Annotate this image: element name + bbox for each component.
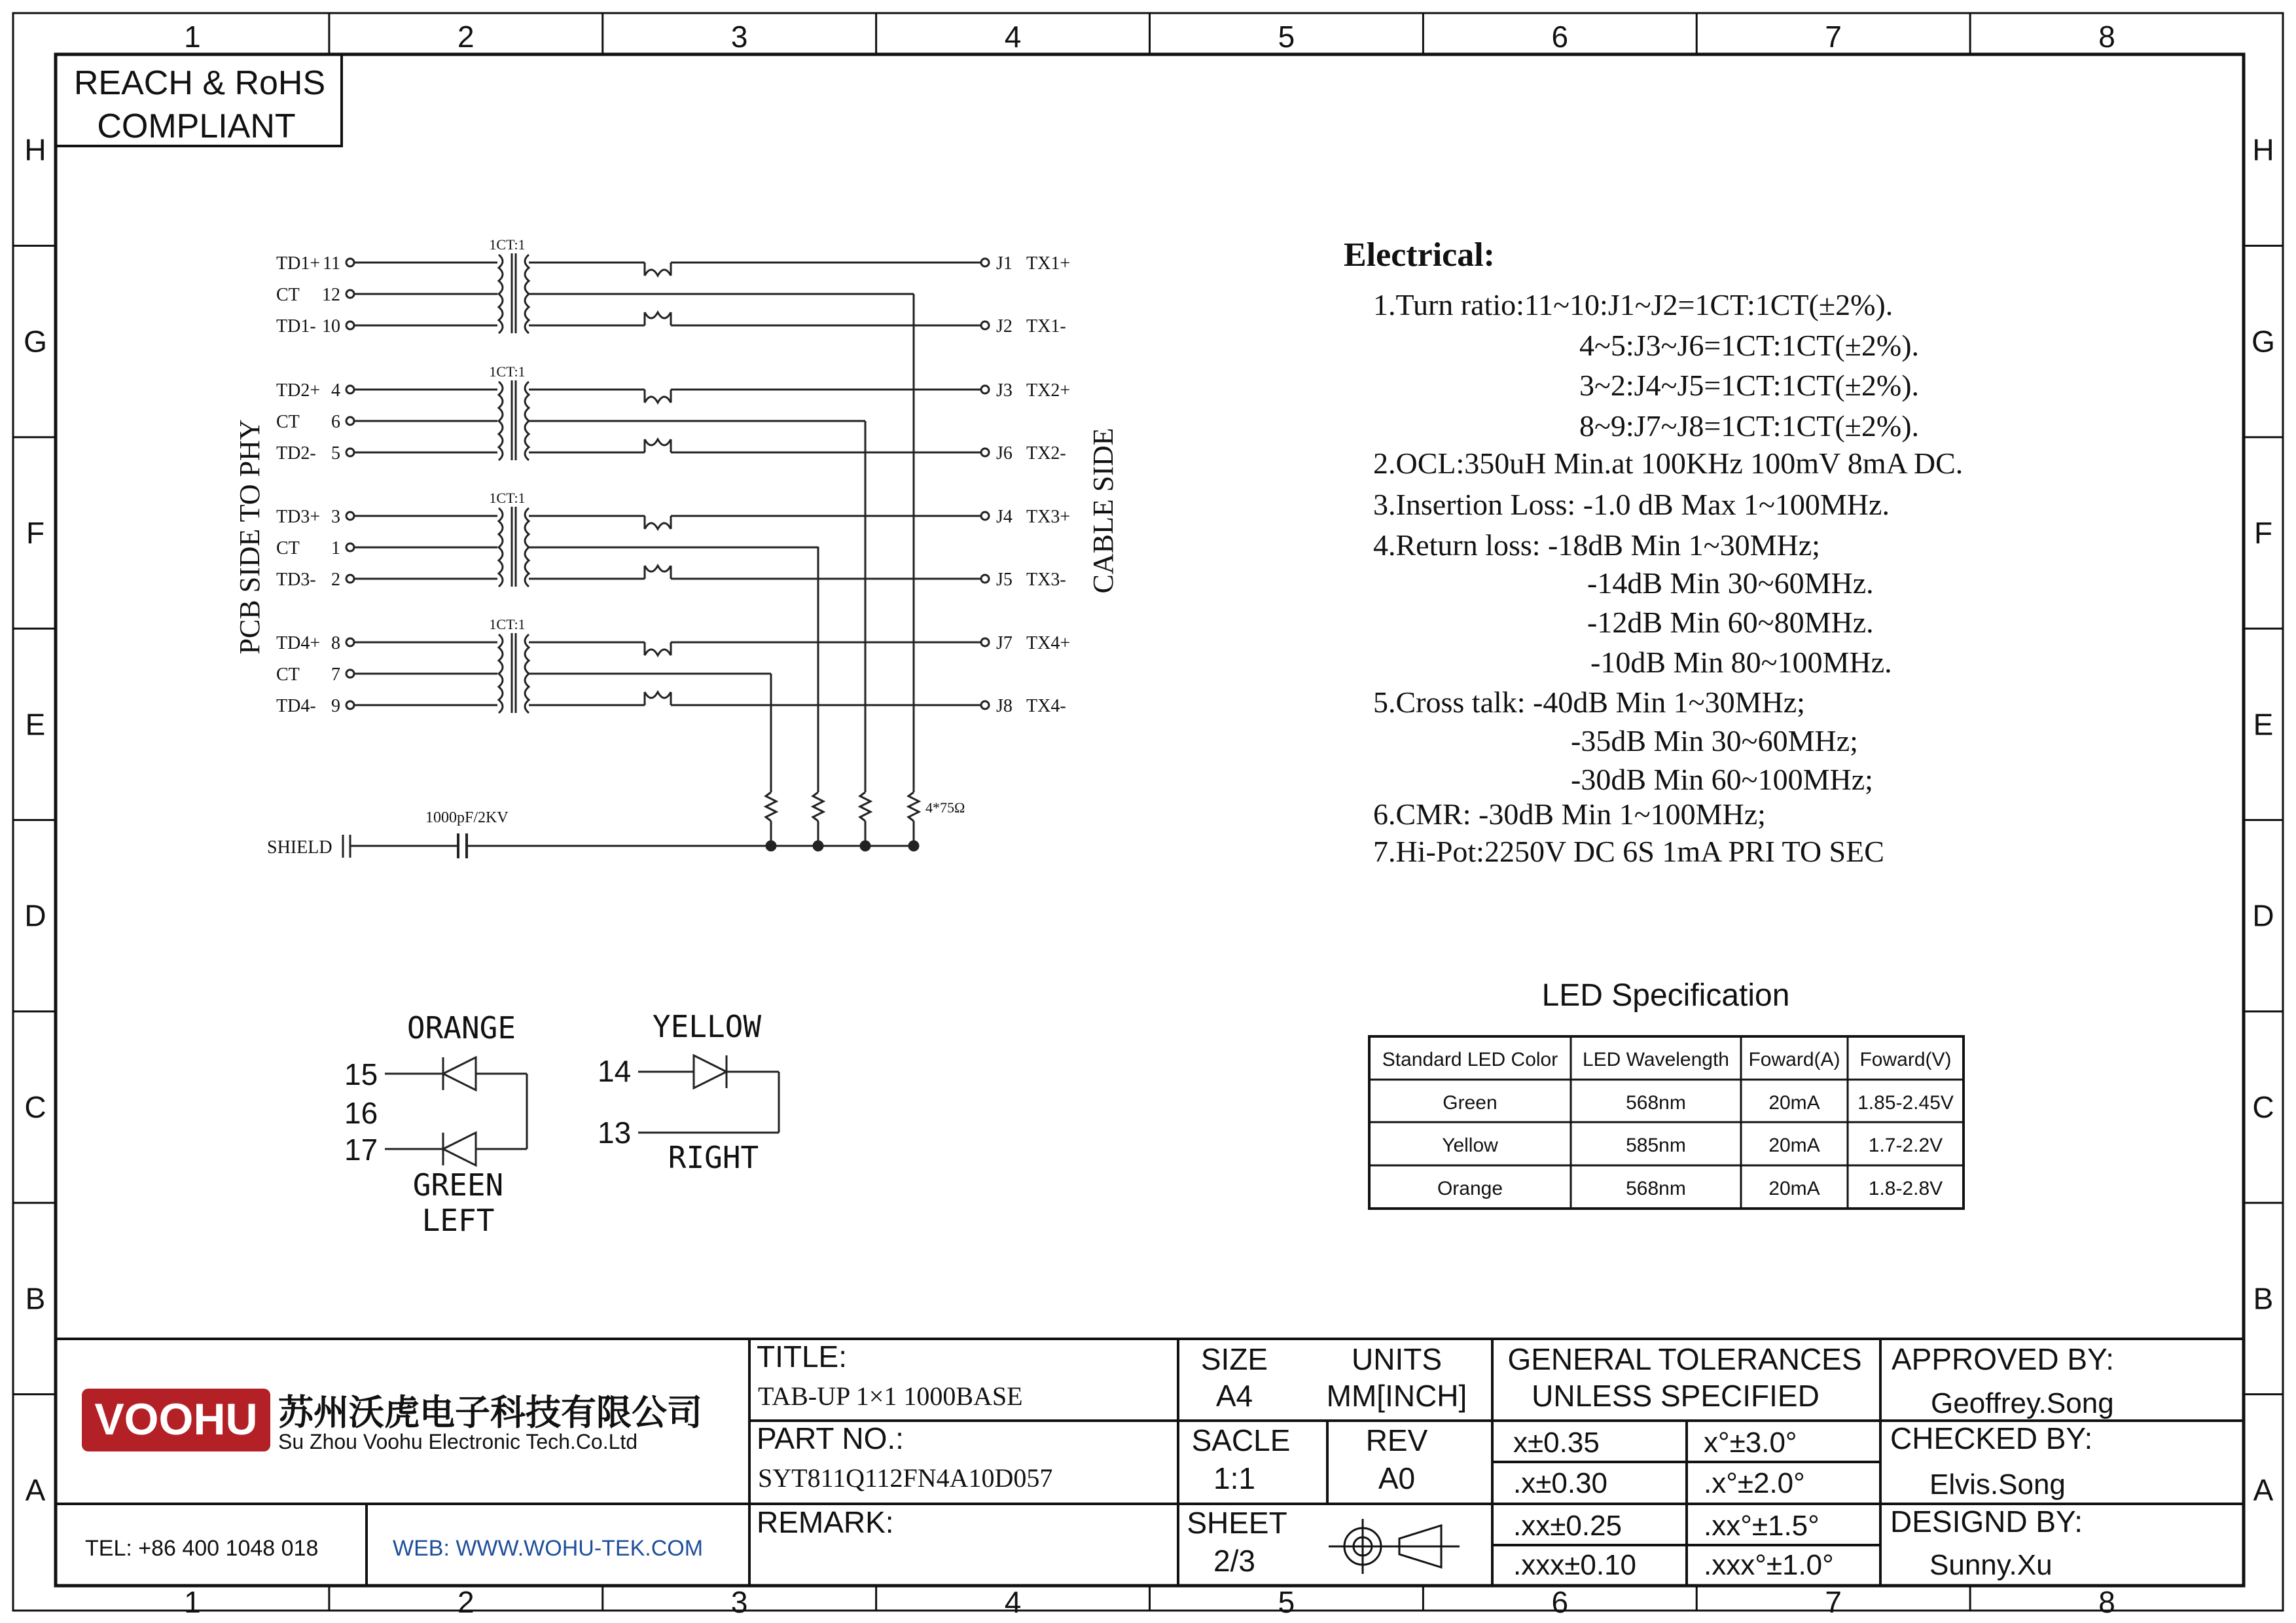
transformer-channel-3 xyxy=(276,490,1070,590)
remark-label: REMARK: xyxy=(757,1505,894,1539)
led-left-schematic xyxy=(344,1010,527,1238)
choke-coil xyxy=(645,566,671,572)
electrical-spec-line: -30dB Min 60~100MHz; xyxy=(1571,763,1873,796)
size-value: A4 xyxy=(1215,1379,1253,1413)
pin-name: TD2+ xyxy=(276,380,321,401)
led-green-label: GREEN xyxy=(412,1167,504,1203)
frame-row-label: B xyxy=(25,1281,46,1316)
frame-row-label: E xyxy=(25,707,46,742)
led-pin-14: 14 xyxy=(598,1054,632,1088)
tolerance-angular: .xx°±1.5° xyxy=(1704,1510,1820,1542)
resistor-label: 4*75Ω xyxy=(925,799,965,816)
output-terminal xyxy=(981,386,989,393)
electrical-spec-line: 2.OCL:350uH Min.at 100KHz 100mV 8mA DC. xyxy=(1373,447,1964,480)
frame-column-label: 6 xyxy=(1551,20,1569,54)
choke-coil xyxy=(645,312,671,318)
electrical-spec-line: -12dB Min 60~80MHz. xyxy=(1587,606,1874,639)
pin-terminal xyxy=(346,512,354,520)
tolerance-linear: .x±0.30 xyxy=(1513,1467,1608,1499)
logo-text: VOOHU xyxy=(94,1395,258,1444)
led-table-cell: Orange xyxy=(1437,1178,1503,1199)
frame-column-label: 4 xyxy=(1004,1585,1022,1619)
pin-number: 9 xyxy=(331,696,340,716)
primary-coil xyxy=(499,508,503,587)
designed-label: DESIGND BY: xyxy=(1890,1504,2083,1539)
pin-number: 11 xyxy=(323,253,340,274)
shield-label: SHIELD xyxy=(267,837,332,858)
checked-label: CHECKED BY: xyxy=(1890,1421,2093,1455)
pin-terminal xyxy=(346,448,354,456)
frame-column-label: 8 xyxy=(2098,20,2115,54)
output-terminal xyxy=(981,448,989,456)
pin-terminal xyxy=(346,701,354,709)
output-pin-name: TX3+ xyxy=(1026,507,1071,527)
secondary-coil xyxy=(525,508,529,587)
approved-label: APPROVED BY: xyxy=(1892,1342,2115,1376)
sheet-value: 2/3 xyxy=(1213,1544,1255,1578)
units-value: MM[INCH] xyxy=(1326,1379,1467,1413)
led-table-cell: 585nm xyxy=(1626,1135,1686,1156)
junction-dot xyxy=(814,841,823,850)
output-pin-number: J5 xyxy=(996,570,1013,590)
output-pin-name: TX2+ xyxy=(1026,380,1071,401)
primary-coil xyxy=(499,255,503,333)
pin-name: TD4+ xyxy=(276,633,321,653)
led-spec-table xyxy=(1369,978,1964,1209)
secondary-coil xyxy=(525,382,529,460)
scale-label: SACLE xyxy=(1191,1423,1291,1457)
pin-number: 7 xyxy=(331,665,340,685)
primary-coil xyxy=(499,382,503,460)
output-pin-number: J1 xyxy=(996,253,1013,274)
checked-value: Elvis.Song xyxy=(1929,1468,2066,1501)
capacitor-symbol xyxy=(458,833,467,858)
led-pin-17: 17 xyxy=(344,1133,378,1167)
pin-name: TD1- xyxy=(276,316,316,337)
choke-coil xyxy=(645,649,671,655)
secondary-coil xyxy=(525,634,529,713)
output-pin-number: J2 xyxy=(996,316,1013,337)
pin-name: TD3- xyxy=(276,570,316,590)
pin-name: CT xyxy=(276,665,300,685)
frame-column-label: 8 xyxy=(2098,1585,2115,1619)
led-table-cell: Green xyxy=(1443,1092,1498,1114)
projection-symbol-icon xyxy=(1329,1519,1460,1574)
frame-column-label: 5 xyxy=(1278,1585,1295,1619)
size-label: SIZE xyxy=(1200,1342,1268,1376)
frame-column-label: 5 xyxy=(1278,20,1295,54)
junction-dot xyxy=(909,841,918,850)
led-table-cell: 1.85-2.45V xyxy=(1857,1092,1954,1114)
frame-column-label: 1 xyxy=(184,20,201,54)
primary-coil xyxy=(499,634,503,713)
transformer-channel-4 xyxy=(276,616,1070,716)
output-pin-number: J8 xyxy=(996,696,1013,716)
tolerance-linear: .xx±0.25 xyxy=(1513,1510,1623,1542)
pin-name: TD3+ xyxy=(276,507,321,527)
pin-name: TD2- xyxy=(276,443,316,464)
led-table-cell: 20mA xyxy=(1768,1178,1820,1199)
output-pin-number: J4 xyxy=(996,507,1013,527)
electrical-spec xyxy=(1344,236,1963,868)
designed-value: Sunny.Xu xyxy=(1929,1549,2053,1581)
ratio-label: 1CT:1 xyxy=(489,363,526,380)
choke-coil xyxy=(645,439,671,445)
scale-value: 1:1 xyxy=(1213,1461,1255,1495)
resistor-symbol xyxy=(766,792,776,821)
led-table-cell: 1.8-2.8V xyxy=(1868,1178,1943,1199)
output-pin-number: J3 xyxy=(996,380,1013,401)
frame-row-label: A xyxy=(2253,1472,2274,1507)
cable-side-label: CABLE SIDE xyxy=(1087,428,1119,594)
pin-terminal xyxy=(346,321,354,329)
output-pin-name: TX2- xyxy=(1026,443,1066,464)
resistor-symbol xyxy=(908,792,919,821)
frame-row-label: F xyxy=(2253,515,2273,550)
output-pin-number: J7 xyxy=(996,633,1013,653)
pin-terminal xyxy=(346,290,354,298)
frame-row-label: D xyxy=(24,898,46,933)
frame-column-label: 2 xyxy=(457,1585,475,1619)
pin-terminal xyxy=(346,575,354,583)
tolerance-linear: .xxx±0.10 xyxy=(1513,1549,1637,1581)
frame-row-label: G xyxy=(2251,324,2275,359)
contact-tel: TEL: +86 400 1048 018 xyxy=(85,1536,319,1561)
units-label: UNITS xyxy=(1352,1342,1442,1376)
frame-row-label: H xyxy=(24,133,46,168)
pin-number: 3 xyxy=(331,507,340,527)
led-pin-16: 16 xyxy=(344,1096,378,1130)
junction-dot xyxy=(861,841,870,850)
pin-number: 12 xyxy=(322,285,340,305)
ratio-label: 1CT:1 xyxy=(489,490,526,506)
tolerance-linear: x±0.35 xyxy=(1513,1427,1600,1459)
frame-column-label: 7 xyxy=(1825,1585,1842,1619)
compliance-box xyxy=(56,54,342,146)
led-left-label: LEFT xyxy=(422,1203,495,1238)
part-label: PART NO.: xyxy=(757,1421,904,1455)
company-name-cn: 苏州沃虎电子科技有限公司 xyxy=(278,1393,702,1432)
secondary-coil xyxy=(525,255,529,333)
rev-label: REV xyxy=(1365,1423,1428,1457)
pin-name: TD4- xyxy=(276,696,316,716)
pin-terminal xyxy=(346,543,354,551)
frame-row-label: H xyxy=(2252,133,2274,168)
resistor-symbol xyxy=(860,792,870,821)
output-terminal xyxy=(981,512,989,520)
electrical-spec-line: 8~9:J7~J8=1CT:1CT(±2%). xyxy=(1579,409,1920,443)
pin-number: 4 xyxy=(331,380,340,401)
led-orange-label: ORANGE xyxy=(406,1010,516,1046)
pin-name: CT xyxy=(276,285,300,305)
led-table-header: Foward(V) xyxy=(1859,1049,1952,1070)
led-table-cell: 568nm xyxy=(1626,1092,1686,1114)
pin-terminal xyxy=(346,259,354,266)
output-pin-name: TX1- xyxy=(1026,316,1066,337)
ratio-label: 1CT:1 xyxy=(489,236,526,253)
electrical-spec-line: 3.Insertion Loss: -1.0 dB Max 1~100MHz. xyxy=(1373,488,1890,521)
pin-number: 6 xyxy=(331,412,340,432)
tolerance-angular: x°±3.0° xyxy=(1704,1427,1797,1459)
title-block xyxy=(56,1339,2244,1586)
frame-row-label: C xyxy=(24,1090,46,1125)
output-terminal xyxy=(981,575,989,583)
electrical-title: Electrical: xyxy=(1344,236,1495,274)
pin-name: CT xyxy=(276,538,300,558)
pin-number: 8 xyxy=(331,633,340,653)
led-table-cell: 20mA xyxy=(1768,1135,1820,1156)
transformer-channel-1 xyxy=(276,236,1070,337)
led-table-cell: 20mA xyxy=(1768,1092,1820,1114)
resistor-symbol xyxy=(813,792,823,821)
led-right-schematic xyxy=(598,1009,779,1175)
part-value: SYT811Q112FN4A10D057 xyxy=(758,1463,1053,1493)
output-terminal xyxy=(981,638,989,646)
electrical-spec-line: 1.Turn ratio:11~10:J1~J2=1CT:1CT(±2%). xyxy=(1373,288,1893,321)
led-table-cell: 568nm xyxy=(1626,1178,1686,1199)
choke-coil xyxy=(645,397,671,403)
frame-column-label: 2 xyxy=(457,20,475,54)
electrical-spec-line: -35dB Min 30~60MHz; xyxy=(1571,724,1858,757)
company-name-en: Su Zhou Voohu Electronic Tech.Co.Ltd xyxy=(278,1430,638,1453)
led-pin-15: 15 xyxy=(344,1057,378,1091)
pin-number: 1 xyxy=(331,538,340,558)
output-pin-name: TX4- xyxy=(1026,696,1066,716)
sheet-label: SHEET xyxy=(1187,1506,1287,1540)
capacitor-label: 1000pF/2KV xyxy=(425,809,509,826)
frame-column-label: 3 xyxy=(730,1585,748,1619)
output-terminal xyxy=(981,259,989,266)
choke-coil xyxy=(645,692,671,698)
frame-row-label: B xyxy=(2253,1281,2274,1316)
pin-number: 5 xyxy=(331,443,340,464)
frame-column-label: 4 xyxy=(1004,20,1022,54)
transformer-channel-2 xyxy=(276,363,1070,464)
frame-row-label: C xyxy=(2252,1090,2274,1125)
pin-terminal xyxy=(346,386,354,393)
transformer-schematic xyxy=(234,236,1119,858)
compliance-line2: COMPLIANT xyxy=(97,107,296,145)
led-table-cell: 1.7-2.2V xyxy=(1868,1135,1943,1156)
pin-name: TD1+ xyxy=(276,253,321,274)
electrical-spec-line: -10dB Min 80~100MHz. xyxy=(1590,646,1892,679)
led-table-header: Foward(A) xyxy=(1748,1049,1840,1070)
electrical-spec-line: 5.Cross talk: -40dB Min 1~30MHz; xyxy=(1373,685,1805,719)
ratio-label: 1CT:1 xyxy=(489,616,526,632)
output-pin-name: TX3- xyxy=(1026,570,1066,590)
frame-row-label: A xyxy=(25,1472,46,1507)
frame-column-label: 6 xyxy=(1551,1585,1569,1619)
tolerance-title2: UNLESS SPECIFIED xyxy=(1532,1379,1820,1413)
output-terminal xyxy=(981,321,989,329)
pcb-side-label: PCB SIDE TO PHY xyxy=(234,419,266,655)
compliance-line1: REACH & RoHS xyxy=(73,64,326,102)
frame-column-label: 7 xyxy=(1825,20,1842,54)
title-value: TAB-UP 1×1 1000BASE xyxy=(758,1381,1023,1411)
frame-row-label: F xyxy=(26,515,45,550)
tolerance-angular: .x°±2.0° xyxy=(1704,1467,1805,1499)
pin-name: CT xyxy=(276,412,300,432)
output-pin-name: TX1+ xyxy=(1026,253,1071,274)
frame-column-label: 3 xyxy=(730,20,748,54)
pin-terminal xyxy=(346,670,354,678)
choke-coil xyxy=(645,270,671,276)
led-pin-13: 13 xyxy=(598,1116,632,1150)
led-yellow-label: YELLOW xyxy=(652,1009,762,1044)
company-logo xyxy=(82,1389,702,1453)
frame-row-label: E xyxy=(2253,707,2274,742)
electrical-spec-line: 6.CMR: -30dB Min 1~100MHz; xyxy=(1373,797,1766,831)
rev-value: A0 xyxy=(1378,1461,1416,1495)
frame-column-label: 1 xyxy=(184,1585,201,1619)
pin-terminal xyxy=(346,638,354,646)
led-right-label: RIGHT xyxy=(668,1140,759,1175)
shield-ground-symbol xyxy=(343,835,350,858)
output-pin-name: TX4+ xyxy=(1026,633,1071,653)
electrical-spec-line: 4~5:J3~J6=1CT:1CT(±2%). xyxy=(1579,329,1920,362)
tolerance-title1: GENERAL TOLERANCES xyxy=(1507,1342,1862,1376)
frame-grid-labels xyxy=(24,20,2275,1619)
electrical-spec-line: -14dB Min 30~60MHz. xyxy=(1587,566,1874,600)
output-terminal xyxy=(981,701,989,709)
frame-row-label: G xyxy=(24,324,47,359)
frame-row-label: D xyxy=(2252,898,2274,933)
pin-number: 10 xyxy=(322,316,340,337)
approved-value: Geoffrey.Song xyxy=(1931,1387,2114,1419)
electrical-spec-line: 4.Return loss: -18dB Min 1~30MHz; xyxy=(1373,528,1820,562)
tolerance-angular: .xxx°±1.0° xyxy=(1704,1549,1834,1581)
electrical-spec-line: 3~2:J4~J5=1CT:1CT(±2%). xyxy=(1579,369,1920,402)
led-table-header: Standard LED Color xyxy=(1382,1049,1558,1070)
electrical-spec-line: 7.Hi-Pot:2250V DC 6S 1mA PRI TO SEC xyxy=(1373,835,1884,868)
led-table-cell: Yellow xyxy=(1442,1135,1498,1156)
led-spec-title: LED Specification xyxy=(1541,978,1790,1013)
title-label: TITLE: xyxy=(757,1340,848,1374)
output-pin-number: J6 xyxy=(996,443,1013,464)
junction-dot xyxy=(766,841,776,850)
contact-web: WEB: WWW.WOHU-TEK.COM xyxy=(393,1536,704,1561)
choke-coil xyxy=(645,523,671,529)
led-table-header: LED Wavelength xyxy=(1582,1049,1730,1070)
pin-terminal xyxy=(346,417,354,425)
pin-number: 2 xyxy=(331,570,340,590)
